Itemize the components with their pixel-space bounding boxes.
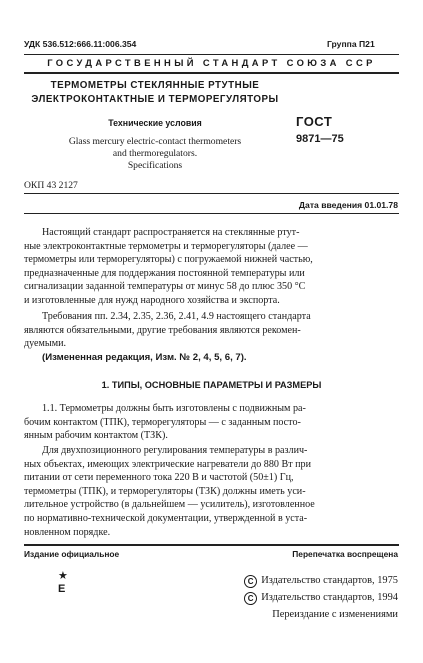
intro-p2-line: Требования пп. 2.34, 2.35, 2.36, 2.41, 4.9 настоящего стандарта bbox=[42, 311, 311, 322]
official-edition: Издание официальное bbox=[24, 549, 120, 559]
intro-p1-line: ные электроконтактные термометры и терморегуляторы (далее — bbox=[24, 240, 308, 252]
star-mark: ★ bbox=[58, 570, 68, 582]
s1-p2-line: новленном порядке. bbox=[24, 526, 111, 538]
s1-p2-line: термометры (ТПК), и терморегуляторы (ТЗК) должны иметь уси- bbox=[24, 485, 306, 497]
copyright-line-1 bbox=[198, 575, 398, 588]
footer-rule bbox=[24, 544, 399, 546]
revision-note: (Измененная редакция, Изм. № 2, 4, 5, 6, 7). bbox=[42, 352, 247, 363]
section-1-paragraph-1 bbox=[24, 402, 396, 443]
copyright-line-2 bbox=[198, 592, 398, 605]
intro-p2-line: являются обязательными, другие требования являются рекомен- bbox=[24, 324, 301, 336]
s1-p2-line: ных объектах, имеющих электрические нагреватели до 880 Вт при bbox=[24, 458, 311, 470]
s1-p2-line: Для двухпозиционного регулирования температуры в различ- bbox=[42, 445, 308, 456]
english-title-line-2: and thermoregulators. bbox=[112, 148, 198, 159]
edition-letter: E bbox=[58, 583, 66, 595]
intro-p2-line: дуемыми. bbox=[24, 338, 67, 350]
s1-p2-line: питании от сети переменного тока 220 В и частотой (50±1) Гц, bbox=[24, 472, 294, 484]
top-rule bbox=[24, 54, 399, 55]
english-title-line-1: Glass mercury electric-contact thermometers bbox=[68, 136, 242, 147]
s1-p1-line: янным рабочим контактом (ТЗК). bbox=[24, 430, 168, 442]
intro-p1-line: термометры или терморегуляторы) с погружаемой нижней частью, bbox=[24, 254, 313, 266]
reprint-notice: Перепечатка воспрещена bbox=[292, 549, 398, 559]
s1-p1-line: бочим контактом (ТПК), терморегуляторы — с заданным посто- bbox=[24, 416, 301, 428]
reissue-note: Переиздание с изменениями bbox=[272, 609, 398, 620]
subtitle: Технические условия bbox=[108, 118, 202, 128]
english-title-line-3: Specifications bbox=[127, 160, 183, 171]
okp-code: ОКП 43 2127 bbox=[24, 180, 78, 191]
intro-p1-line: и изготовленные для нужд народного хозяйства и экспорта. bbox=[24, 294, 280, 306]
intro-p1-line: сигнализации заданной температуры от минус 58 до плюс 350 °С bbox=[24, 281, 306, 293]
copyright-icon: C bbox=[244, 592, 257, 605]
banner-rule bbox=[24, 72, 399, 74]
okp-rule bbox=[24, 193, 399, 194]
intro-paragraph-1 bbox=[24, 226, 396, 308]
gost-label: ГОСТ bbox=[296, 114, 333, 129]
copyright-text-2: Издательство стандартов, 1994 bbox=[261, 592, 398, 603]
s1-p2-line: по нормативно-технической документации, утвержденной в уста- bbox=[24, 512, 308, 524]
intro-p1-line: Настоящий стандарт распространяется на стеклянные ртут- bbox=[42, 227, 300, 238]
copyright-icon: C bbox=[244, 575, 257, 588]
title-line-1: ТЕРМОМЕТРЫ СТЕКЛЯННЫЕ РТУТНЫЕ bbox=[50, 80, 260, 91]
section-1-paragraph-2 bbox=[24, 444, 396, 539]
standard-banner: ГОСУДАРСТВЕННЫЙ СТАНДАРТ СОЮЗА ССР bbox=[47, 57, 376, 68]
s1-p1-line: 1.1. Термометры должны быть изготовлены с подвижным ра- bbox=[42, 403, 306, 414]
group-code: Группа П21 bbox=[327, 39, 375, 49]
udk-code: УДК 536.512:666.11:006.354 bbox=[24, 39, 137, 49]
copyright-text-1: Издательство стандартов, 1975 bbox=[261, 575, 398, 586]
gost-number: 9871—75 bbox=[296, 133, 344, 145]
section-1-heading: 1. ТИПЫ, ОСНОВНЫЕ ПАРАМЕТРЫ И РАЗМЕРЫ bbox=[101, 380, 322, 390]
intro-date: Дата введения 01.01.78 bbox=[298, 200, 398, 210]
title-line-2: ЭЛЕКТРОКОНТАКТНЫЕ И ТЕРМОРЕГУЛЯТОРЫ bbox=[31, 94, 279, 105]
intro-p1-line: предназначенные для поддержания постоянной температуры или bbox=[24, 267, 305, 279]
date-rule bbox=[24, 213, 399, 214]
s1-p2-line: лительное устройство (в дальнейшем — усилитель), изготовленное bbox=[24, 499, 315, 511]
intro-paragraph-2 bbox=[24, 310, 396, 351]
